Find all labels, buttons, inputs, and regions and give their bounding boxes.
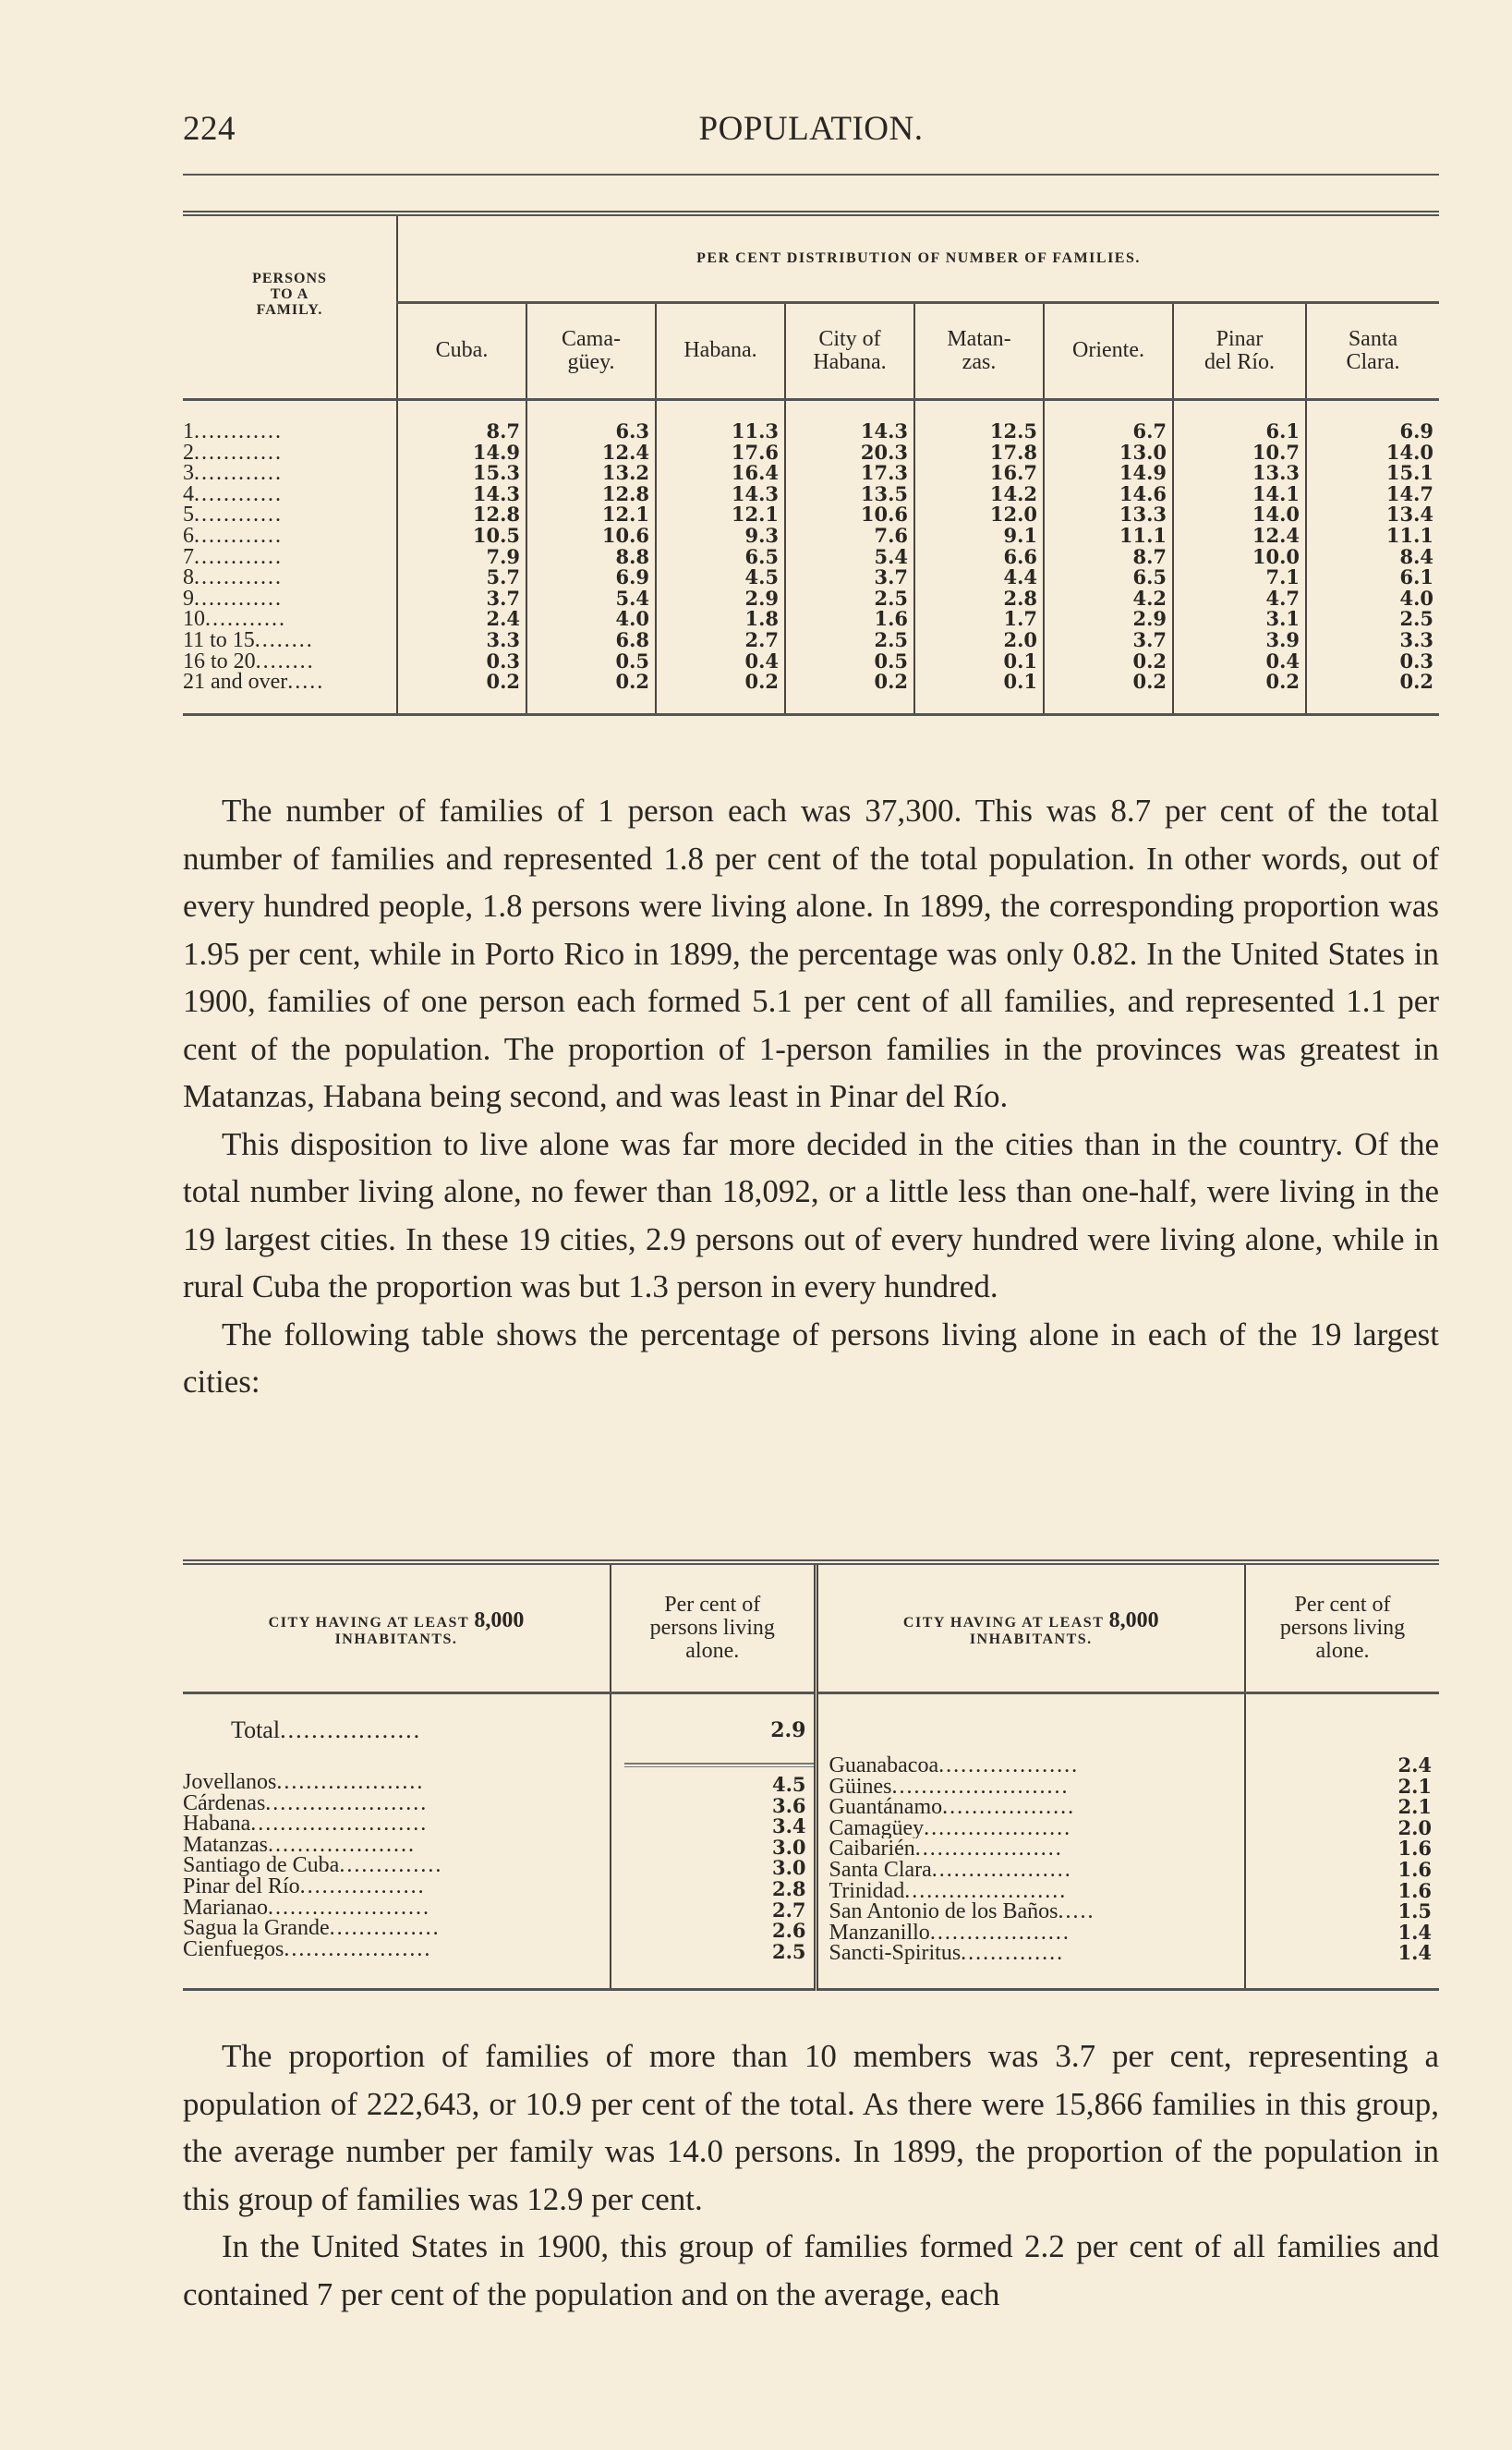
data-cell: 4.2 [1044,588,1173,610]
leader-dots: ............ [194,419,283,443]
data-cell: 17.6 [656,443,785,464]
persons-living-alone-table [183,1559,1439,1991]
table-row [183,672,1439,693]
column-header-habana [656,303,785,400]
data-cell: 2.5 [785,588,914,610]
row-label [183,481,397,506]
header-text: City of [818,326,881,351]
data-cell: 6.9 [526,567,656,588]
body-text-section-1 [183,787,1439,1406]
percent-value: 1.6 [1397,1837,1432,1861]
data-cell: 7.6 [785,526,914,547]
leader-dots: ................... [931,1859,1072,1881]
leader-dots: ............ [194,565,283,590]
city-column-header-right [816,1565,1245,1693]
header-text: 8,000 [474,1607,525,1632]
city-row [183,1835,610,1856]
data-cell: 10.7 [1173,443,1306,464]
row-label-text: 16 to 20 [183,649,256,673]
stub-header [183,216,397,400]
data-cell: 14.1 [1173,484,1306,505]
percent-value: 3.4 [771,1814,806,1838]
city-name: Güines [829,1776,892,1798]
leader-dots: ................... [929,1922,1070,1944]
data-cell: 0.2 [1306,672,1439,693]
row-label [183,440,397,465]
table-row [183,526,1439,547]
data-cell: 2.0 [914,630,1044,651]
leader-dots: ............ [194,440,283,465]
data-cell: 1.8 [656,609,785,630]
data-cell: 14.2 [914,484,1044,505]
data-cell: 3.3 [397,630,526,651]
row-label-text: 21 and over [183,670,288,695]
city-name: Sancti-Spiritus [829,1943,962,1964]
data-cell: 6.6 [914,547,1044,568]
row-label [183,567,397,588]
city-row [829,1881,1245,1902]
row-label [183,421,397,443]
city-row [829,1777,1245,1798]
total-label: Total [231,1716,281,1743]
data-cell: 0.5 [526,651,656,673]
table-row [183,630,1439,651]
leader-dots: ........... [205,607,286,632]
data-cell: 0.3 [1306,651,1439,673]
percent-value: 3.0 [771,1856,806,1880]
leader-dots: .................... [924,1817,1072,1839]
data-cell: 15.1 [1306,463,1439,484]
table-row [183,651,1439,673]
data-cell: 3.3 [1306,630,1439,651]
data-cell: 0.2 [526,672,656,693]
row-label [183,463,397,484]
page-number: 224 [183,110,236,148]
table-row [183,567,1439,588]
data-cell: 4.4 [914,567,1044,588]
city-name: Marianao [183,1897,268,1919]
data-cell: 14.9 [397,443,526,464]
data-cell: 13.5 [785,484,914,505]
data-cell: 8.4 [1306,547,1439,568]
leader-dots: ............ [194,523,283,548]
data-cell: 14.7 [1306,484,1439,505]
family-size-distribution-table [183,211,1439,716]
row-label-text: 9 [183,586,194,611]
column-header-camaguey [526,303,656,400]
header-text: Matan- [947,326,1011,351]
data-cell: 13.4 [1306,504,1439,526]
data-cell: 0.4 [656,651,785,673]
data-cell: 10.5 [397,526,526,547]
row-label-text: 3 [183,461,194,486]
leader-dots: .............. [339,1855,443,1876]
city-column-header-left [183,1565,611,1693]
city-name: Matanzas [183,1834,268,1856]
percent-value: 1.5 [1397,1899,1432,1923]
body-text-section-2 [183,2032,1439,2318]
data-cell: 2.5 [785,630,914,651]
leader-dots: ............ [194,586,283,611]
data-cell: 13.0 [1044,443,1173,464]
data-cell: 2.8 [914,588,1044,610]
row-label [183,651,397,673]
data-cell: 3.9 [1173,630,1306,651]
data-cell: 6.1 [1173,421,1306,443]
city-row [829,1901,1245,1922]
leader-dots: ................. [299,1875,426,1898]
percent-value: 2.7 [771,1898,806,1922]
percent-value: 3.6 [771,1793,806,1817]
data-cell: 2.5 [1306,609,1439,630]
header-text: Clara. [1346,350,1400,374]
row-label-text: 5 [183,503,194,528]
row-label [183,627,397,652]
data-cell: 9.1 [914,526,1044,547]
row-label-text: 2 [183,440,194,465]
city-name: Trinidad [829,1880,905,1902]
data-cell: 4.5 [656,567,785,588]
data-cell: 7.1 [1173,567,1306,588]
data-cell: 14.3 [656,484,785,505]
data-cell: 9.3 [656,526,785,547]
data-cell: 1.7 [914,609,1044,630]
leader-dots: ............ [194,461,283,486]
percent-value: 4.5 [771,1773,806,1796]
leader-dots: .................... [914,1838,1063,1860]
data-cell: 0.2 [1173,672,1306,693]
city-name: Caibarién [829,1838,915,1860]
data-cell: 12.1 [656,504,785,526]
header-text: CITY HAVING AT LEAST [902,1614,1105,1631]
leader-dots: ............ [194,503,283,528]
right-city-list [816,1693,1245,1990]
data-cell: 0.2 [785,672,914,693]
city-name: San Antonio de los Baños [829,1901,1058,1922]
percent-value: 2.4 [1397,1753,1432,1777]
row-label [183,609,397,630]
leader-dots: ........................ [891,1776,1070,1798]
data-cell: 6.3 [526,421,656,443]
leader-dots: ........ [254,627,314,652]
header-text: 8,000 [1108,1607,1159,1632]
data-cell: 16.7 [914,463,1044,484]
data-cell: 14.0 [1173,504,1306,526]
percent-value: 2.1 [1397,1795,1432,1819]
header-text: güey. [567,350,615,374]
row-label [183,504,397,526]
data-cell: 13.3 [1173,463,1306,484]
data-cell: 12.4 [526,443,656,464]
city-row [829,1755,1245,1777]
city-row [829,1860,1245,1881]
paragraph: The following table shows the percentage of persons living alone in each of the 19 largest cities: [183,1316,1439,1400]
header-text: Per cent of [1294,1592,1391,1617]
row-label-text: 1 [183,419,194,443]
city-name: Manzanillo [829,1922,930,1944]
leader-dots: ............... [329,1918,441,1939]
data-cell: 17.8 [914,443,1044,464]
data-cell: 0.1 [914,672,1044,693]
row-label-text: 11 to 15 [183,627,255,652]
data-cell: 10.6 [526,526,656,547]
percent-value: 1.6 [1397,1857,1432,1881]
city-name: Camagüey [829,1817,925,1839]
leader-dots: ...................... [267,1897,430,1919]
percent-value: 2.6 [771,1919,806,1943]
data-cell: 16.4 [656,463,785,484]
row-label [183,588,397,610]
data-cell: 2.9 [656,588,785,610]
data-cell: 3.1 [1173,609,1306,630]
table-row [183,609,1439,630]
data-cell: 11.1 [1044,526,1173,547]
data-cell: 14.3 [785,421,914,443]
data-cell: 6.1 [1306,567,1439,588]
data-cell: 13.2 [526,463,656,484]
leader-dots: ............ [194,544,283,569]
total-value: 2.9 [770,1718,806,1742]
data-cell: 3.7 [397,588,526,610]
data-cell: 14.6 [1044,484,1173,505]
data-cell: 8.7 [1044,547,1173,568]
data-cell: 4.0 [526,609,656,630]
header-text: Oriente. [1072,338,1144,363]
header-text: Cama- [562,326,621,351]
data-cell: 11.1 [1306,526,1439,547]
data-cell: 10.6 [785,504,914,526]
stub-header-line: PERSONS [252,271,327,286]
percent-value: 1.4 [1397,1941,1432,1965]
city-name: Guanabacoa [829,1755,939,1777]
leader-dots: .................... [284,1938,432,1960]
data-cell: 0.3 [397,651,526,673]
header-text: alone. [1315,1639,1370,1664]
data-cell: 14.9 [1044,463,1173,484]
group-header: PER CENT DISTRIBUTION OF NUMBER OF FAMILIES. [397,216,1439,303]
data-cell: 2.4 [397,609,526,630]
city-name: Santa Clara [829,1859,932,1881]
left-percent-list [611,1693,816,1990]
data-cell: 11.3 [656,421,785,443]
city-row [183,1918,610,1939]
data-cell: 2.9 [1044,609,1173,630]
city-name: Guantánamo [829,1797,943,1818]
data-cell: 6.5 [656,547,785,568]
leader-dots: .................... [276,1772,425,1793]
leader-dots: ..... [1058,1901,1095,1922]
percent-value: 1.6 [1397,1878,1432,1902]
total-separator-rule [624,1763,814,1767]
city-row [829,1922,1245,1944]
header-text: persons living [649,1615,775,1640]
header-text: CITY HAVING AT LEAST [268,1614,469,1631]
column-header-cuba [397,303,526,400]
data-cell: 12.5 [914,421,1044,443]
percent-column-header-left [611,1565,816,1693]
column-header-santa-clara [1306,303,1439,400]
data-cell: 10.0 [1173,547,1306,568]
city-row [183,1876,610,1898]
column-header-city-of-habana [785,303,914,400]
city-name: Cárdenas [183,1792,266,1814]
data-cell: 12.1 [526,504,656,526]
data-cell: 4.0 [1306,588,1439,610]
row-label-text: 4 [183,481,194,506]
leader-dots: .................. [942,1797,1076,1818]
leader-dots: ........................ [250,1813,429,1835]
header-text: INHABITANTS. [969,1631,1093,1647]
paragraph: The proportion of families of more than 10 members was 3.7 per cent, representing a population of 222,643, or 10.9 per cent of the total. As there were 15,866 families in this group, the average number per family was 14.0 persons. In 1899, the proportion of the population in this group of families was 12.9 per cent. [183,2038,1439,2217]
leader-dots: ................... [938,1755,1080,1777]
data-cell: 5.4 [785,547,914,568]
table-row [183,463,1439,484]
header-text: Habana. [683,338,757,363]
leader-dots: ...................... [265,1792,429,1814]
city-name: Sagua la Grande [183,1918,330,1939]
total-row-label [183,1694,610,1757]
data-cell: 0.4 [1173,651,1306,673]
leader-dots: ........ [255,649,315,673]
percent-value: 3.0 [771,1835,806,1859]
header-text: del Río. [1204,350,1275,374]
header-text: Cuba. [435,338,489,363]
running-head [183,109,1439,155]
data-cell: 6.7 [1044,421,1173,443]
data-cell: 0.2 [1044,651,1173,673]
leader-dots: .................. [280,1716,422,1743]
leader-dots: ..... [287,670,325,695]
data-cell: 6.5 [1044,567,1173,588]
row-label-text: 6 [183,523,194,548]
city-row [183,1855,610,1876]
table-row [183,484,1439,505]
leader-dots: ...................... [904,1880,1068,1902]
row-label-text: 10 [183,607,205,632]
data-cell: 5.4 [526,588,656,610]
row-label [183,544,397,569]
data-cell: 0.2 [397,672,526,693]
data-cell: 14.0 [1306,443,1439,464]
table-row [183,443,1439,464]
data-cell: 12.4 [1173,526,1306,547]
city-row [183,1939,610,1960]
percent-column-header-right [1245,1565,1439,1693]
data-cell: 13.3 [1044,504,1173,526]
data-cell: 2.7 [656,630,785,651]
stub-header-line: TO A [270,285,309,302]
data-cell: 0.2 [656,672,785,693]
city-row [829,1797,1245,1818]
row-label [183,672,397,693]
city-row [183,1813,610,1835]
city-name: Santiago de Cuba [183,1855,340,1876]
header-text: persons living [1279,1615,1406,1640]
table-row [183,588,1439,610]
data-cell: 8.7 [397,421,526,443]
data-cell: 0.5 [785,651,914,673]
city-row [829,1838,1245,1860]
data-cell: 6.9 [1306,421,1439,443]
data-cell: 7.9 [397,547,526,568]
data-cell: 20.3 [785,443,914,464]
percent-value: 2.5 [771,1939,806,1963]
data-cell: 12.0 [914,504,1044,526]
paragraph: In the United States in 1900, this group of families formed 2.2 per cent of all families and contained 7 per cent of the population and on the average, each [183,2228,1439,2312]
column-header-oriente [1044,303,1173,400]
row-label-text: 8 [183,565,194,590]
header-text: Santa [1348,326,1398,351]
data-cell: 12.8 [526,484,656,505]
data-cell: 17.3 [785,463,914,484]
city-row [183,1793,610,1814]
paragraph: The number of families of 1 person each was 37,300. This was 8.7 per cent of the total number of families and represented 1.8 per cent of the total population. In other words, out of every hundred people, 1.8 persons were living alone. In 1899, the corresponding proportion was 1.95 per cent, while in Porto Rico in 1899, the percentage was only 0.82. In the United States in 1900, families of one person each formed 5.1 per cent of all families, and represented 1.1 per cent of the population. The proportion of 1-person families in the provinces was greatest in Matanzas, Habana being second, and was least in Pinar del Río. [183,793,1439,1114]
header-text: Pinar [1216,326,1264,351]
data-cell: 3.7 [785,567,914,588]
table-row [183,504,1439,526]
data-cell: 8.8 [526,547,656,568]
column-header-pinar-del-rio [1173,303,1306,400]
header-rule [183,174,1439,176]
city-row [829,1943,1245,1964]
data-cell: 3.7 [1044,630,1173,651]
city-row [829,1818,1245,1839]
data-cell: 6.8 [526,630,656,651]
header-text: zas. [962,350,997,374]
table-row [183,421,1439,443]
left-city-list [183,1693,611,1990]
data-cell: 12.8 [397,504,526,526]
data-cell: 5.7 [397,567,526,588]
header-text: Per cent of [664,1592,761,1617]
right-percent-list [1245,1693,1439,1990]
city-name: Pinar del Río [183,1875,300,1898]
row-label [183,523,397,548]
city-name: Cienfuegos [183,1938,284,1960]
city-row [183,1772,610,1793]
row-label-text: 7 [183,544,194,569]
percent-value: 2.1 [1397,1774,1432,1798]
leader-dots: .............. [961,1943,1065,1964]
data-cell: 15.3 [397,463,526,484]
leader-dots: .................... [267,1834,416,1856]
data-cell: 1.6 [785,609,914,630]
data-cell: 0.1 [914,651,1044,673]
city-name: Jovellanos [183,1772,277,1793]
data-cell: 4.7 [1173,588,1306,610]
header-text: alone. [685,1639,740,1664]
data-cell: 0.2 [1044,672,1173,693]
stub-header-line: FAMILY. [256,301,323,318]
city-name: Habana [183,1813,251,1835]
percent-value: 1.4 [1397,1920,1432,1944]
column-header-matanzas [914,303,1044,400]
city-row [183,1898,610,1919]
header-text: INHABITANTS. [334,1631,458,1647]
percent-value: 2.8 [771,1876,806,1900]
table-row [183,547,1439,568]
data-cell: 14.3 [397,484,526,505]
page-title: POPULATION. [698,110,924,148]
paragraph: This disposition to live alone was far more decided in the cities than in the country. Of the total number living alone, no fewer than 18,092, or a little less than one-half, were living in the 19 largest cities. In these 19 cities, 2.9 persons out of every hundred were living alone, while in rural Cuba the proportion was but 1.3 person in every hundred. [183,1125,1439,1304]
header-text: Habana. [813,350,887,374]
percent-value: 2.0 [1397,1815,1432,1839]
leader-dots: ............ [194,481,283,506]
